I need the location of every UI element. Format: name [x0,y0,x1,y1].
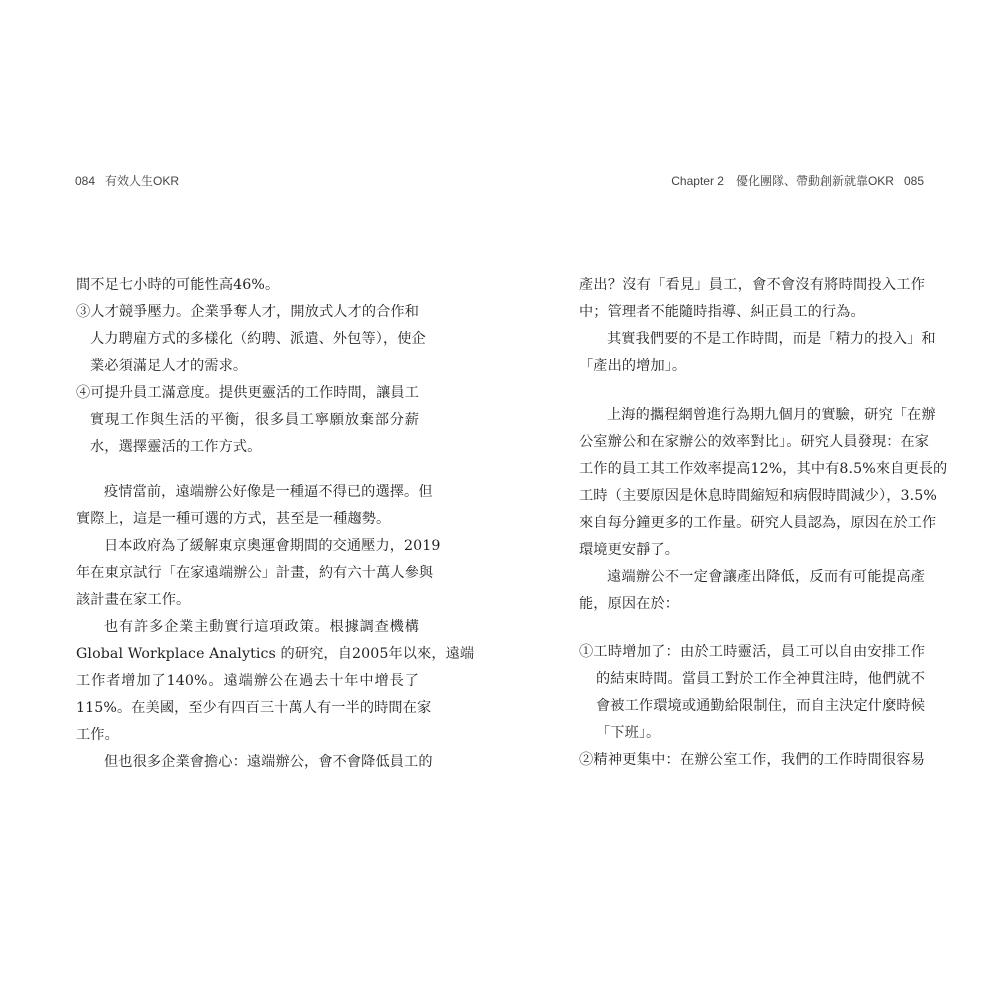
right-running-title: Chapter 2 優化團隊、帶動創新就靠OKR [671,174,894,188]
body-line: 水，選擇靈活的工作方式。 [90,439,262,455]
body-line: 該計畫在家工作。 [76,592,191,608]
list-item-1: ①工時增加了：由於工時靈活，員工可以自由安排工作 [579,644,925,660]
body-line: 工作者增加了140%。遠端辦公在過去十年中增長了 [76,673,419,689]
right-page-number: 085 [903,174,924,188]
list-item-2: ②精神更集中：在辦公室工作，我們的工作時間很容易 [579,752,925,768]
body-line: 環境更安靜了。 [579,542,680,558]
paragraph-start: 但也很多企業會擔心：遠端辦公，會不會降低員工的 [104,754,433,770]
left-running-header [75,174,179,188]
body-line: 能，原因在於： [579,596,680,612]
body-line: 人力聘雇方式的多樣化（約聘、派遣、外包等），使企 [90,331,426,347]
body-line: 間不足七小時的可能性高46%。 [76,277,280,293]
body-line: 會被工作環境或通勤給限制住，而自主決定什麼時候 [596,698,925,714]
paragraph-start: 遠端辦公不一定會讓產出降低，反而有可能提高產 [607,569,925,585]
left-page-number: 084 [75,174,96,188]
body-line: 「產出的增加」。 [579,358,687,374]
body-line: 業必須滿足人才的需求。 [90,358,248,374]
paragraph-start: 疫情當前，遠端辦公好像是一種逼不得已的選擇。但 [104,484,433,500]
body-line: 來自每分鐘更多的工作量。研究人員認為，原因在於工作 [579,515,937,531]
body-line: 工時（主要原因是休息時間縮短和病假時間減少），3.5% [579,488,937,504]
paragraph-start: 日本政府為了緩解東京奧運會期間的交通壓力，2019 [104,538,441,554]
body-line: 115%。在美國，至少有四百三十萬人有一半的時間在家 [76,700,432,716]
body-line: 工作。 [76,727,119,743]
right-running-header [671,174,924,188]
paragraph-start: 也有許多企業主動實行這項政策。根據調查機構 [104,619,419,635]
body-line: 年在東京試行「在家遠端辦公」計畫，約有六十萬人參與 [76,565,434,581]
body-line: 實現工作與生活的平衡，很多員工寧願放棄部分薪 [90,412,419,428]
body-line: 中；管理者不能隨時指導、糾正員工的行為。 [579,304,865,320]
list-item-3: ③人才競爭壓力。企業爭奪人才，開放式人才的合作和 [76,304,419,320]
body-line: 工作的員工其工作效率提高12%，其中有8.5%來自更長的 [579,461,948,477]
body-line: 的結束時間。當員工對於工作全神貫注時，他們就不 [596,671,925,687]
body-line: 公室辦公和在家辦公的效率對比」。研究人員發現：在家 [579,434,930,450]
paragraph-start: 其實我們要的不是工作時間，而是「精力的投入」和 [607,331,936,347]
body-line: 實際上，這是一種可選的方式，甚至是一種趨勢。 [76,511,391,527]
body-line: 「下班」。 [596,725,661,741]
body-line: 產出？沒有「看見」員工，會不會沒有將時間投入工作 [579,277,925,293]
left-running-title: 有效人生OKR [105,174,180,188]
body-line: Global Workplace Analytics 的研究，自2005年以來，遠端 [76,646,475,662]
list-item-4: ④可提升員工滿意度。提供更靈活的工作時間，讓員工 [76,385,419,401]
paragraph-start: 上海的攜程網曾進行為期九個月的實驗，研究「在辦 [607,407,936,423]
